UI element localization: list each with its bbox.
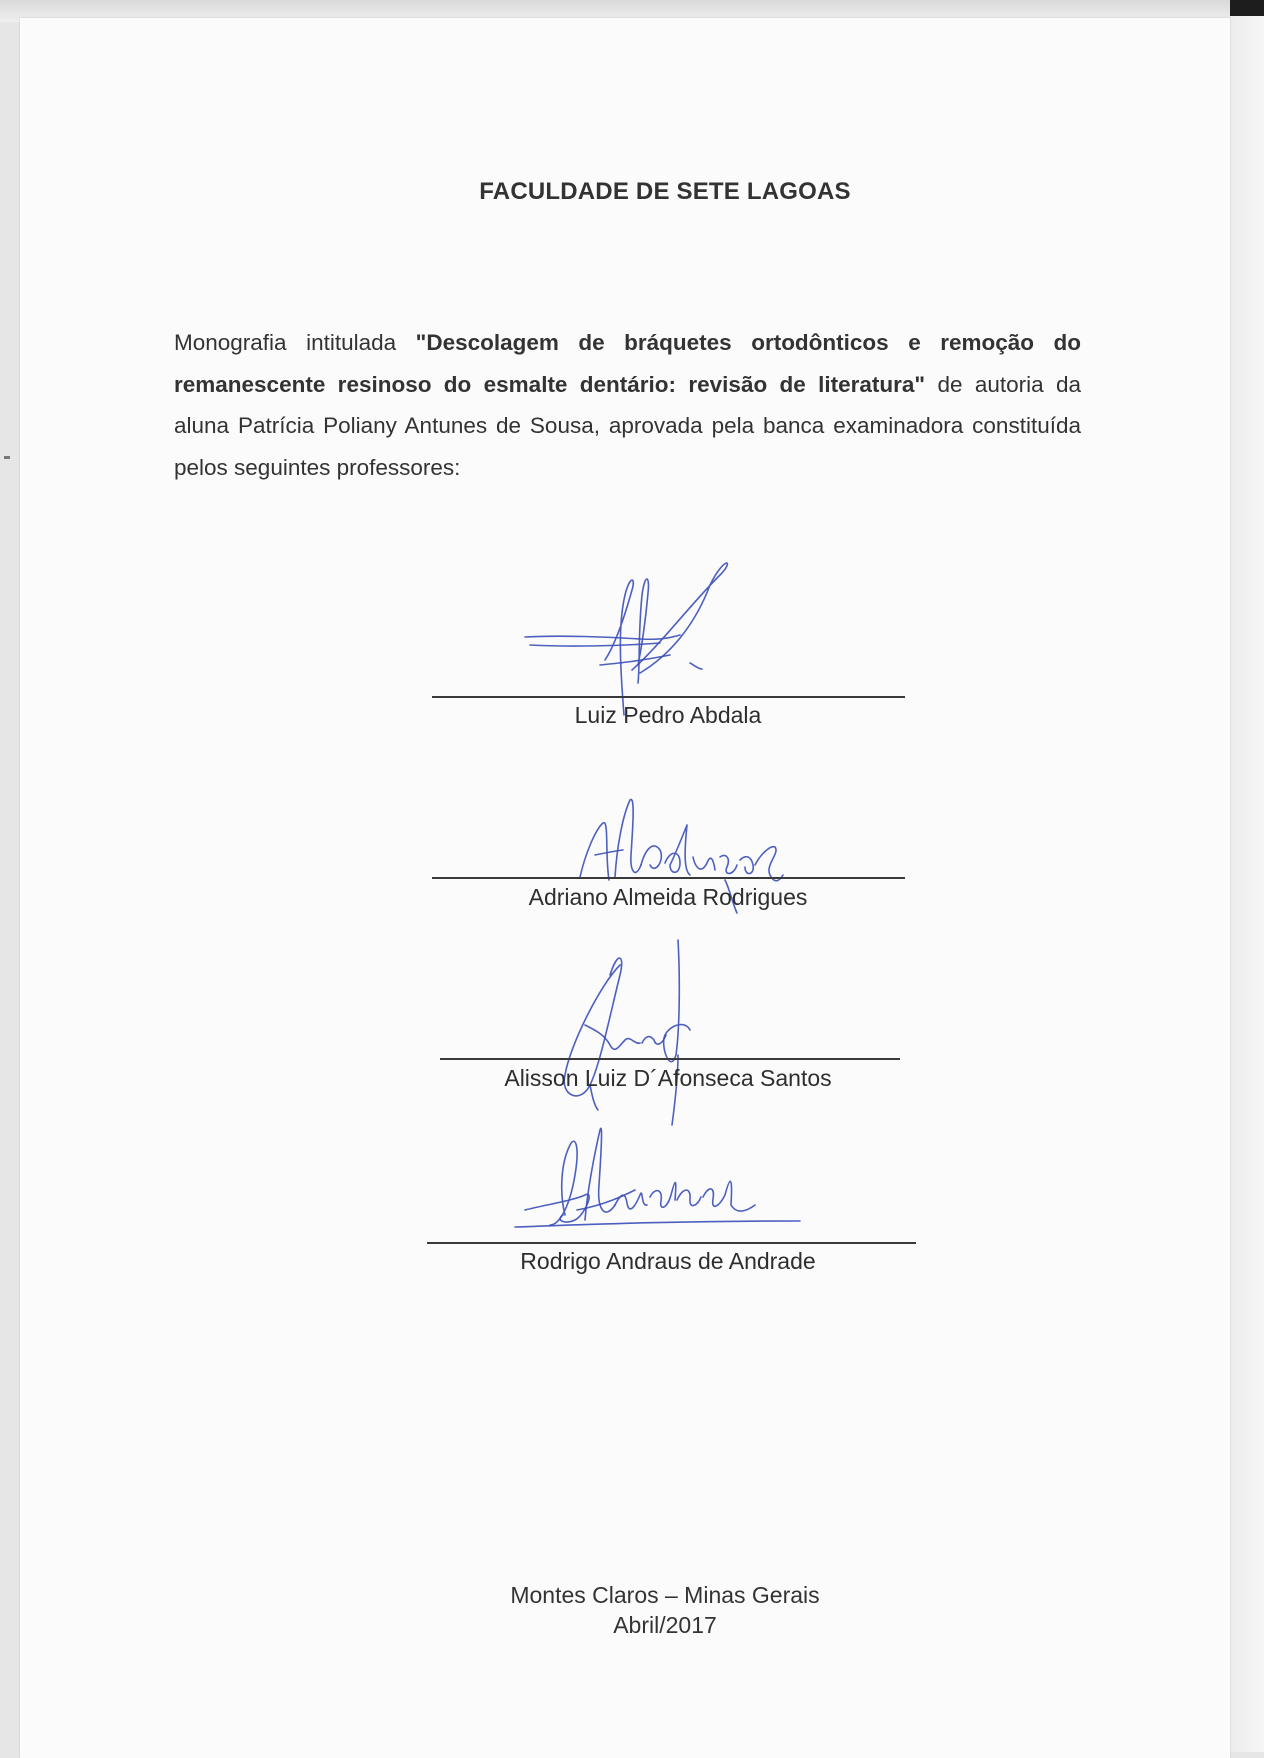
examiner-name-4: Rodrigo Andraus de Andrade [520, 1248, 816, 1274]
signature-alisson-luiz-dafonseca-santos [550, 935, 710, 1145]
signature-rodrigo-andraus-de-andrade [515, 1125, 805, 1245]
signature-line-1 [432, 696, 905, 698]
signature-line-3 [440, 1058, 900, 1060]
approval-paragraph [174, 322, 1081, 488]
examiner-name-2: Adriano Almeida Rodrigues [528, 884, 808, 910]
paragraph-intro: Monografia intitulada [174, 330, 416, 355]
examiner-name-3: Alisson Luiz D´Afonseca Santos [504, 1065, 832, 1091]
scan-right-edge [1230, 0, 1264, 1752]
signature-line-4 [427, 1242, 916, 1244]
institution-title: FACULDADE DE SETE LAGOAS [479, 178, 851, 205]
scan-edge-mark [4, 456, 10, 459]
footer-place: Montes Claros – Minas Gerais [510, 1582, 820, 1608]
footer-date: Abril/2017 [613, 1612, 717, 1638]
scan-corner [1230, 0, 1264, 16]
paragraph-rest: de autoria da aluna Patrícia Poliany Antunes de Sousa, aprovada pela banca examinadora constituída pelos seguintes professores: [174, 371, 1081, 480]
signature-line-2 [432, 877, 905, 879]
examiner-name-1: Luiz Pedro Abdala [574, 702, 762, 728]
monograph-title: "Descolagem de bráquetes ortodônticos e remoção do remanescente resinoso do esmalte dentário: revisão de literatura" [174, 330, 1081, 397]
